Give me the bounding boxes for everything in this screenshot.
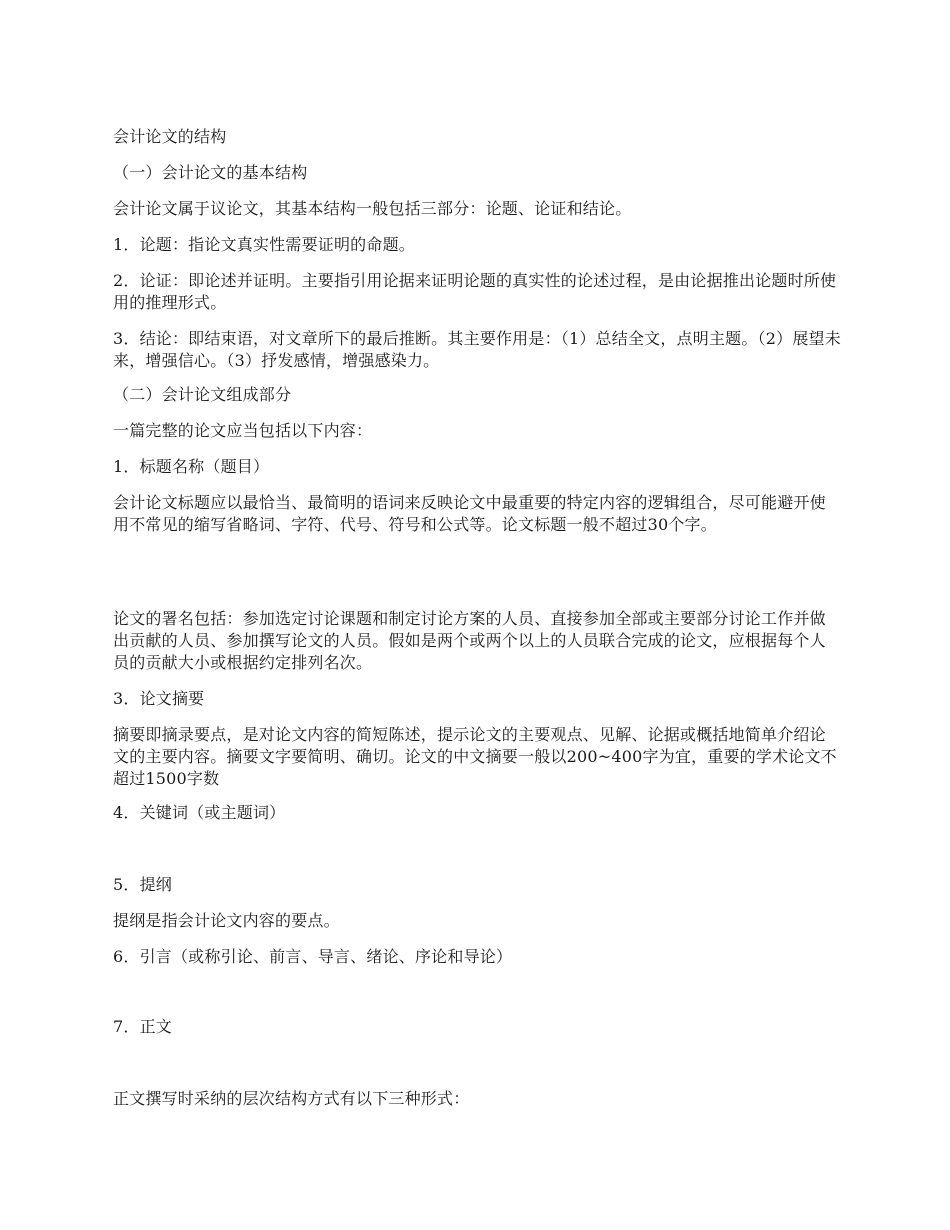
paragraph-title-body: 会计论文标题应以最恰当、最简明的语词来反映论文中最重要的特定内容的逻辑组合，尽可能避开使用不常见的缩写省略词、字符、代号、符号和公式等。论文标题一般不超过30个字。 — [113, 493, 826, 534]
paragraph-conclusion: 3．结论：即结束语，对文章所下的最后推断。其主要作用是：（1）总结全文，点明主题。（2）展望未来，增强信心。（3）抒发感情，增强感染力。 — [113, 329, 841, 370]
item-heading-keywords: 4．关键词（或主题词） — [113, 803, 286, 822]
item-heading-outline: 5．提纲 — [113, 875, 172, 894]
paragraph-basic-structure-intro: 会计论文属于议论文，其基本结构一般包括三部分：论题、论证和结论。 — [113, 199, 632, 218]
paragraph-authorship-body: 论文的署名包括：参加选定讨论课题和制定讨论方案的人员、直接参加全部或主要部分讨论工作并做出贡献的人员、参加撰写论文的人员。假如是两个或两个以上的人员联合完成的论文，应根据每个人员的贡献大小或根据约定排列名次。 — [113, 609, 826, 672]
section-heading-components: （二）会计论文组成部分 — [113, 385, 292, 404]
paragraph-argument: 2．论证：即论述并证明。主要指引用论据来证明论题的真实性的论述过程，是由论据推出论题时所使用的推理形式。 — [113, 271, 837, 312]
paragraph-abstract-body: 摘要即摘录要点，是对论文内容的简短陈述，提示论文的主要观点、见解、论据或概括地简单介绍论文的主要内容。摘要文字要简明、确切。论文的中文摘要一般以200~400字为宜，重要的学术论文不超过1500字数 — [113, 725, 837, 788]
document-title: 会计论文的结构 — [113, 127, 227, 146]
item-heading-title: 1．标题名称（题目） — [113, 457, 270, 476]
paragraph-components-intro: 一篇完整的论文应当包括以下内容： — [113, 421, 373, 440]
paragraph-outline-body: 提纲是指会计论文内容的要点。 — [113, 911, 340, 930]
paragraph-main-text-body: 正文撰写时采纳的层次结构方式有以下三种形式： — [113, 1089, 470, 1108]
section-heading-basic-structure: （一）会计论文的基本结构 — [113, 163, 308, 182]
item-heading-abstract: 3．论文摘要 — [113, 689, 205, 708]
paragraph-thesis: 1．论题：指论文真实性需要证明的命题。 — [113, 235, 415, 254]
item-heading-introduction: 6．引言（或称引论、前言、导言、绪论、序论和导论） — [113, 947, 513, 966]
item-heading-main-text: 7．正文 — [113, 1017, 172, 1036]
